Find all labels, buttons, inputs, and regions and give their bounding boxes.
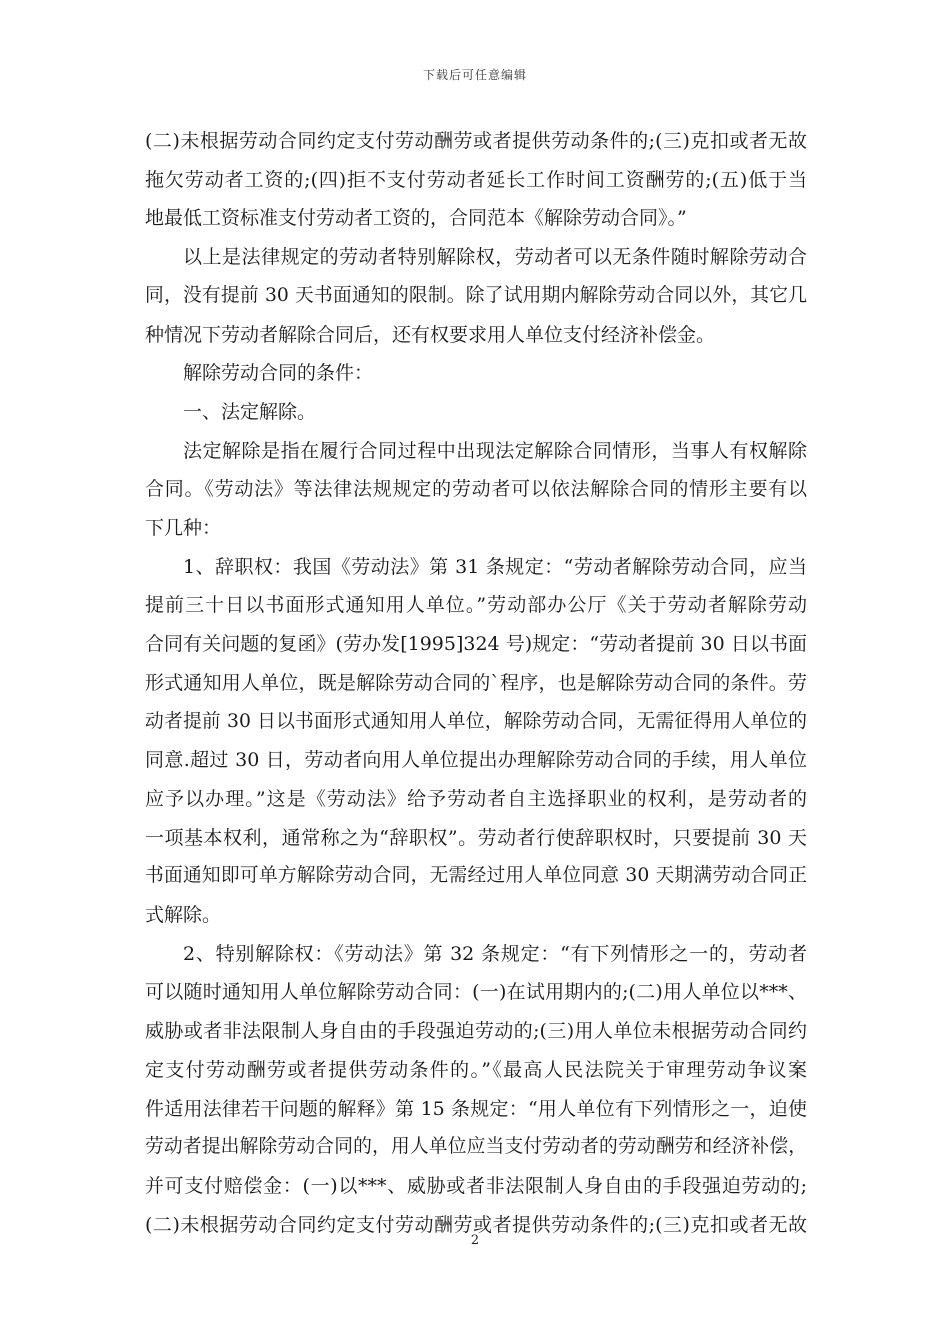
text-line: 1、辞职权：我国《劳动法》第 31 条规定：“劳动者解除劳动合同，应当 — [183, 555, 807, 578]
section-heading — [145, 393, 807, 432]
text-line: 式解除。 — [145, 904, 222, 927]
text-line: 形式通知用人单位，既是解除劳动合同的`程序，也是解除劳动合同的条件。劳 — [145, 671, 807, 694]
text-line: 书面通知即可单方解除劳动合同，无需经过用人单位同意 30 天期满劳动合同正 — [145, 865, 807, 887]
document-body — [145, 122, 807, 1244]
paragraph — [145, 238, 807, 354]
text-line: 法定解除是指在履行合同过程中出现法定解除合同情形，当事人有权解除 — [183, 439, 807, 462]
text-line: 合同有关问题的复函》(劳办发[1995]324 号)规定：“劳动者提前 30 日以书面 — [145, 633, 807, 656]
text-line: 以上是法律规定的劳动者特别解除权，劳动者可以无条件随时解除劳动合 — [183, 246, 807, 269]
text-line: 下几种： — [145, 517, 222, 540]
paragraph — [145, 432, 807, 548]
text-line: (二)未根据劳动合同约定支付劳动酬劳或者提供劳动条件的;(三)克扣或者无故 — [145, 1213, 807, 1236]
section-heading — [145, 354, 807, 393]
text-line: 拖欠劳动者工资的;(四)拒不支付劳动者延长工作时间工资酬劳的;(五)低于当 — [145, 168, 807, 191]
text-line: 同意.超过 30 日，劳动者向用人单位提出办理解除劳动合同的手续，用人单位 — [145, 749, 807, 772]
text-line: (二)未根据劳动合同约定支付劳动酬劳或者提供劳动条件的;(三)克扣或者无故 — [145, 130, 807, 152]
page-number: 2 — [470, 1233, 480, 1248]
text-line: 同，没有提前 30 天书面通知的限制。除了试用期内解除劳动合同以外，其它几 — [145, 284, 807, 306]
text-line: 合同。《劳动法》等法律法规规定的劳动者可以依法解除合同的情形主要有以 — [145, 478, 807, 501]
text-line: 一项基本权利，通常称之为“辞职权”。劳动者行使辞职权时，只要提前 30 天 — [145, 826, 807, 849]
paragraph-continuation — [145, 122, 807, 238]
text-line: 2、特别解除权：《劳动法》第 32 条规定：“有下列情形之一的，劳动者 — [183, 942, 807, 965]
text-line: 可以随时通知用人单位解除劳动合同：(一)在试用期内的;(二)用人单位以***、 — [145, 981, 807, 1004]
text-line: 件适用法律若干问题的解释》第 15 条规定：“用人单位有下列情形之一，迫使 — [145, 1097, 807, 1120]
text-line: 并可支付赔偿金：(一)以***、威胁或者非法限制人身自由的手段强迫劳动的; — [145, 1174, 807, 1197]
text-line: 提前三十日以书面形式通知用人单位。”劳动部办公厅《关于劳动者解除劳动 — [145, 594, 807, 617]
text-line: 地最低工资标准支付劳动者工资的，合同范本《解除劳动合同》。” — [145, 207, 687, 230]
text-line: 威胁或者非法限制人身自由的手段强迫劳动的;(三)用人单位未根据劳动合同约 — [145, 1020, 807, 1043]
page-header: 下载后可任意编辑 — [422, 68, 527, 82]
text-line: 种情况下劳动者解除合同后，还有权要求用人单位支付经济补偿金。 — [145, 323, 716, 346]
text-line: 一、法定解除。 — [183, 400, 317, 423]
text-line: 动者提前 30 日以书面形式通知用人单位，解除劳动合同，无需征得用人单位的 — [145, 710, 807, 732]
text-line: 应予以办理。”这是《劳动法》给予劳动者自主选择职业的权利，是劳动者的 — [145, 787, 807, 810]
text-line: 定支付劳动酬劳或者提供劳动条件的。”《最高人民法院关于审理劳动争议案 — [145, 1058, 807, 1081]
paragraph — [145, 935, 807, 1245]
paragraph — [145, 548, 807, 935]
text-line: 劳动者提出解除劳动合同的，用人单位应当支付劳动者的劳动酬劳和经济补偿， — [145, 1136, 807, 1158]
text-line: 解除劳动合同的条件： — [183, 362, 374, 385]
